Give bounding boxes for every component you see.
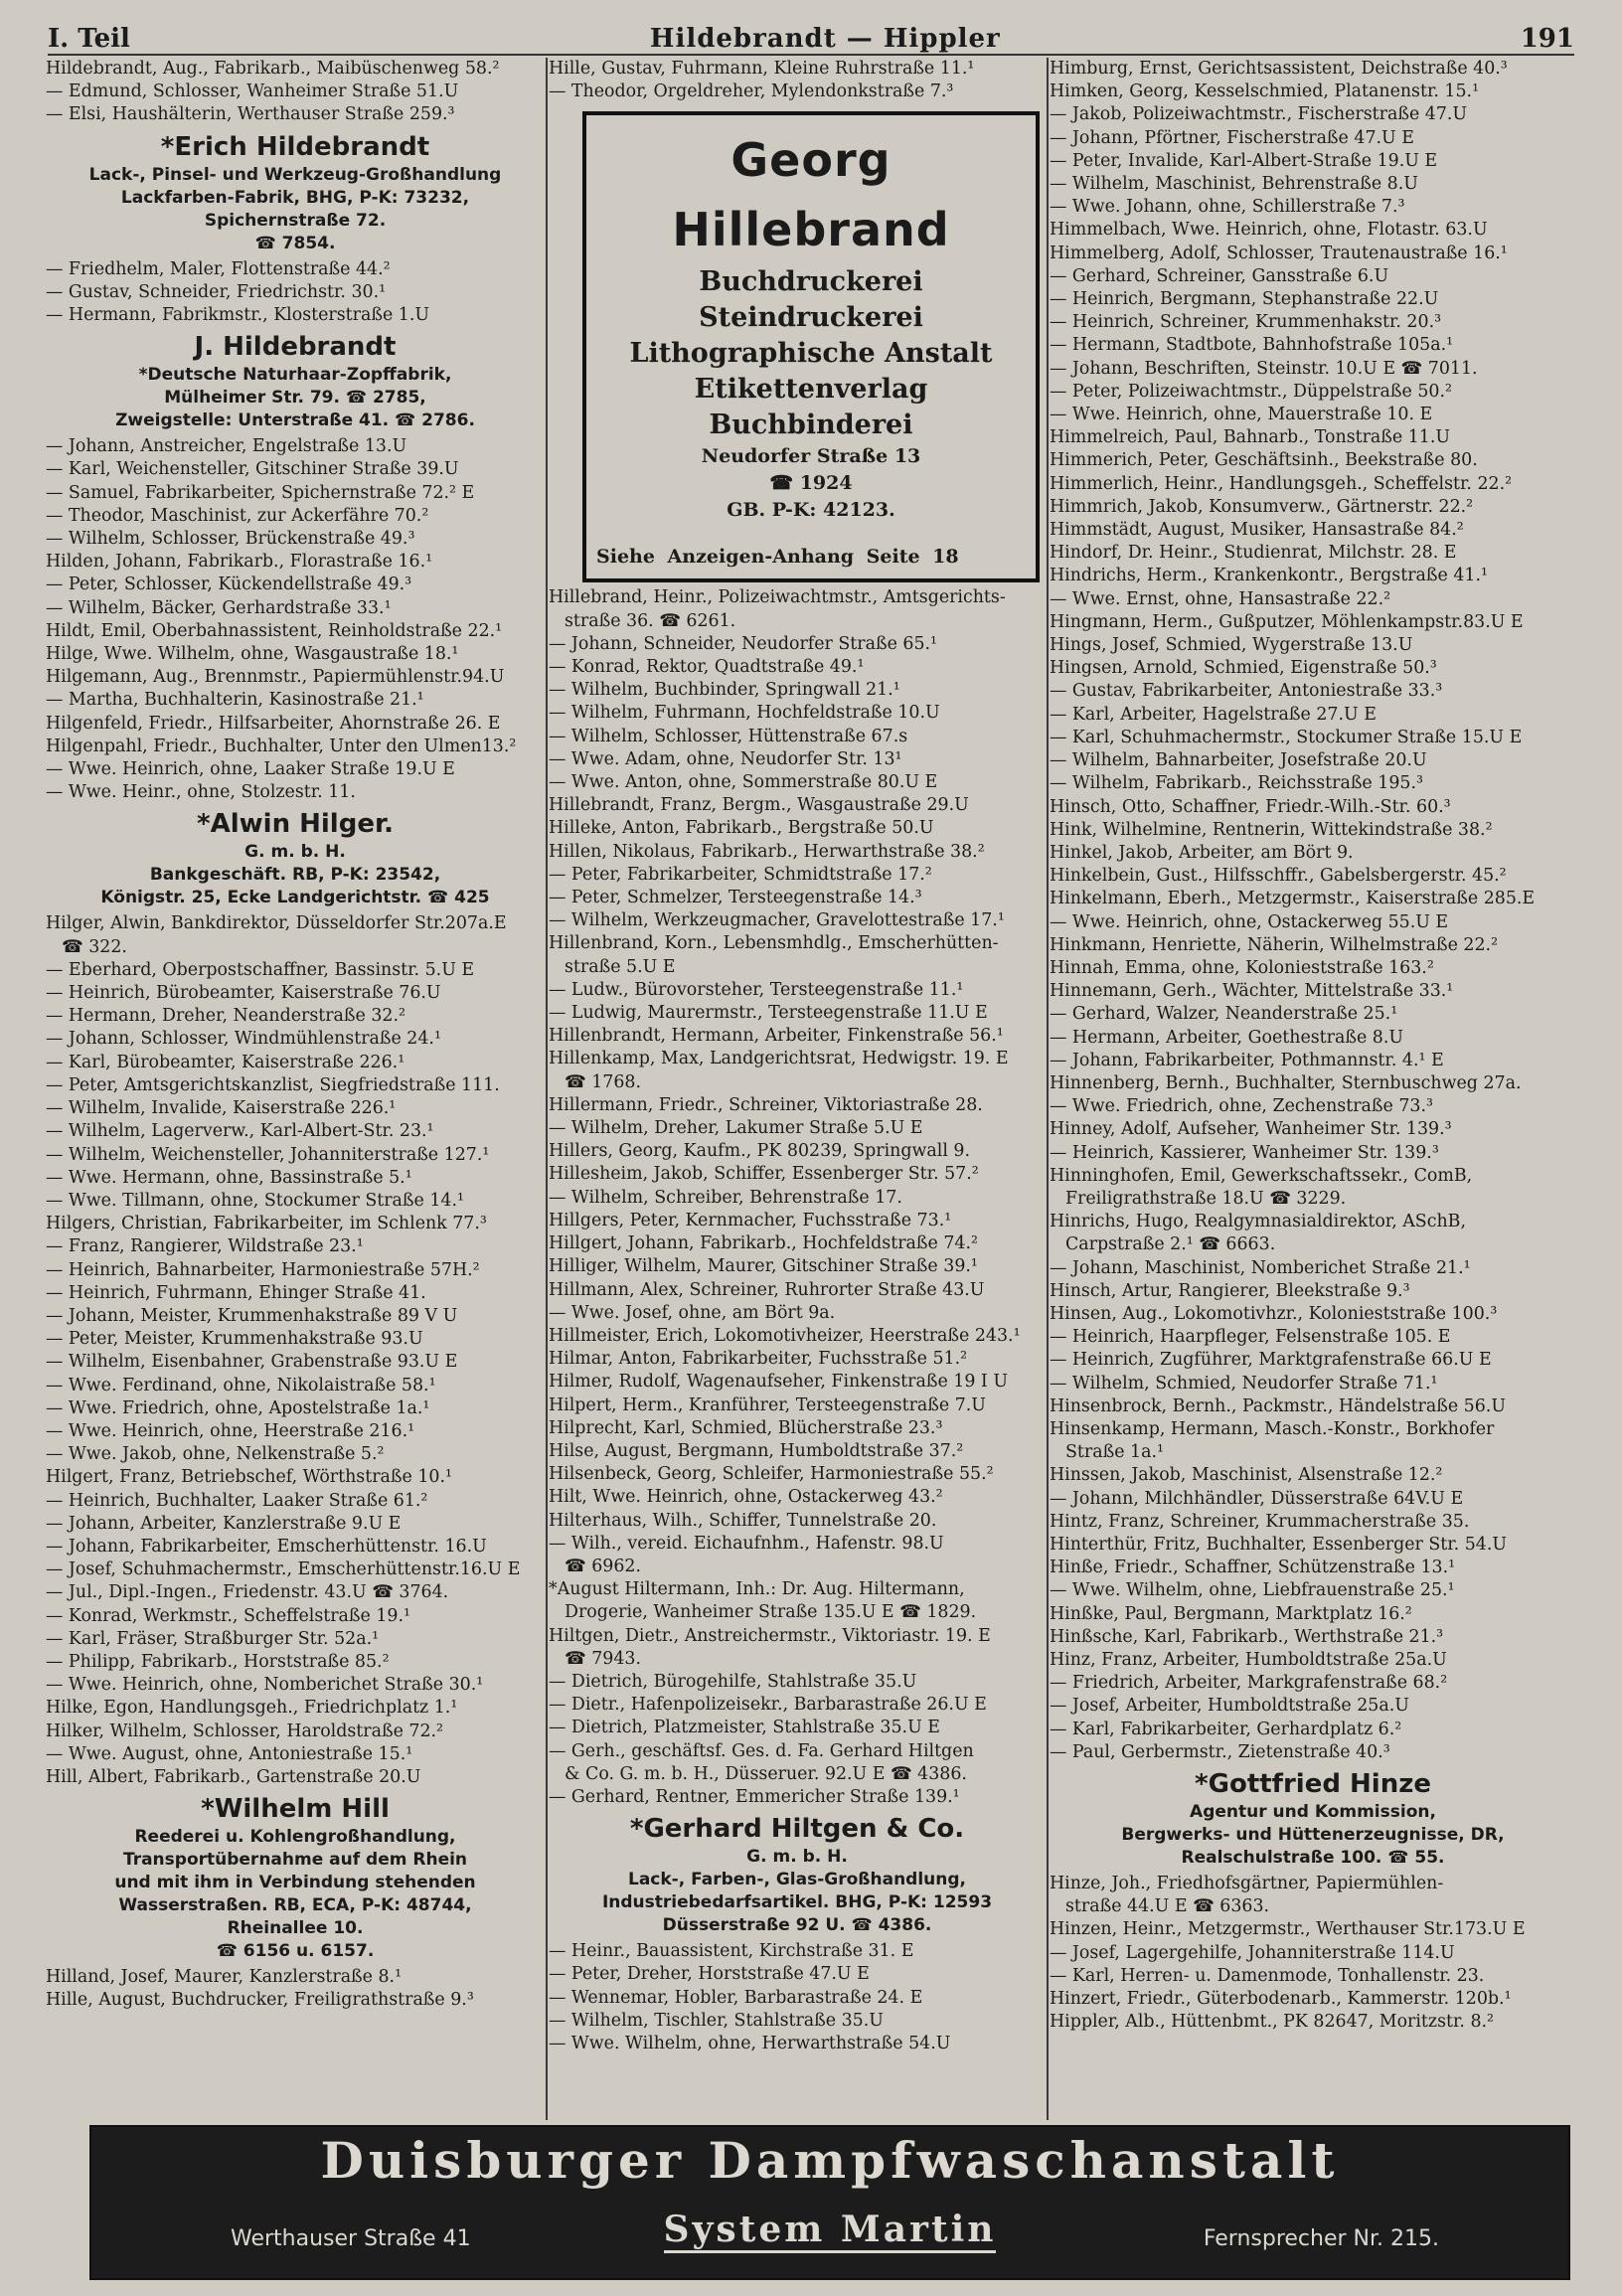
ad-line: Wasserstraßen. RB, ECA, P-K: 48744, [118,1895,472,1916]
directory-entry: Hindrichs, Herm., Krankenkontr., Bergstraße 41.¹ [1050,566,1488,586]
column-divider [546,58,548,2120]
ad-j-hildebrandt [46,330,545,432]
entry-list [549,586,1046,1809]
directory-entry: Hinkel, Jakob, Arbeiter, am Bört 9. [1050,842,1354,863]
directory-entry: — Gustav, Fabrikarbeiter, Antoniestraße 33.³ [1050,681,1443,702]
directory-entry: — Wwe. Adam, ohne, Neudorfer Str. 13¹ [549,748,902,769]
directory-entry: Hilgenpahl, Friedr., Buchhalter, Unter den Ulmen13.² [46,736,517,756]
column-3 [1050,58,1576,2120]
ad-line: Neudorfer Straße 13 [701,445,921,468]
directory-entry: Himmelbach, Wwe. Heinrich, ohne, Flotastr. 63.U [1050,220,1488,241]
directory-entry: Hinsenkamp, Hermann, Masch.-Konstr., Borkhofer [1050,1418,1495,1439]
directory-entry: — Wilhelm, Fabrikarb., Reichsstraße 195.³ [1050,773,1423,794]
ad-line: Etikettenverlag [694,374,928,406]
ad-line: Industriebedarfsartikel. BHG, P-K: 12593 [601,1892,993,1913]
directory-entry: — Theodor, Orgeldreher, Mylendonkstraße 7.³ [549,82,954,102]
ad-line: Steindruckerei [699,302,923,334]
directory-entry: Hilpert, Herm., Kranführer, Tersteegenstraße 7.U [549,1394,986,1415]
directory-entry: Hinnah, Emma, ohne, Kolonieststraße 163.² [1050,957,1434,978]
ad-footer: Siehe Anzeigen-Anhang Seite 18 [596,546,959,569]
directory-entry: Hilsenbeck, Georg, Schleifer, Harmoniestraße 55.² [549,1464,994,1485]
directory-entry: — Gerh., geschäftsf. Ges. d. Fa. Gerhard Hiltgen [549,1740,974,1761]
directory-entry: Hiltgen, Dietr., Anstreichermstr., Viktoriastr. 19. E [549,1625,991,1646]
directory-entry: — Josef, Lagergehilfe, Johanniterstraße 114.U [1050,1942,1455,1963]
directory-entry: — Johann, Fabrikarbeiter, Pothmannstr. 4.¹ E [1050,1050,1444,1070]
directory-entry: Hillenkamp, Max, Landgerichtsrat, Hedwigstr. 19. E [549,1049,1009,1069]
page-header [48,14,1574,56]
directory-entry: — Karl, Weichensteller, Gitschiner Straße 39.U [46,459,459,480]
directory-entry: — Karl, Herren- u. Damenmode, Tonhallenstr. 23. [1050,1965,1485,1986]
directory-entry: Hillesheim, Jakob, Schiffer, Essenberger Str. 57.² [549,1164,979,1185]
directory-entry: — Paul, Gerbermstr., Zietenstraße 40.³ [1050,1741,1390,1762]
directory-entry: — Johann, Meister, Krummenhakstraße 89 V U [46,1305,458,1326]
directory-entry: Hildebrandt, Aug., Fabrikarb., Maibüschenweg 58.² [46,59,500,79]
directory-entry: Himmelberg, Adolf, Schlosser, Trautenaustraße 16.¹ [1050,243,1508,263]
ad-line: Transportübernahme auf dem Rhein [122,1850,468,1871]
banner-subtitle: System Martin [664,2209,997,2253]
directory-entry: Hilt, Wwe. Heinrich, ohne, Ostackerweg 43.² [549,1487,943,1508]
header-section: I. Teil [48,24,130,54]
entry-list [46,435,545,804]
directory-entry: — Johann, Milchhändler, Düsserstraße 64V.U E [1050,1488,1464,1509]
directory-entry: Hinße, Friedr., Schaffner, Schützenstraße 13.¹ [1050,1558,1456,1578]
directory-entry: Hinßsche, Karl, Fabrikarb., Werthstraße 21.³ [1050,1626,1444,1647]
ad-title: *Alwin Hilger. [197,809,394,840]
directory-entry: Hillmann, Alex, Schreiner, Ruhrorter Straße 43.U [549,1279,985,1300]
directory-entry: ☎ 322. [62,936,127,957]
directory-entry: — Theodor, Maschinist, zur Ackerfähre 70.² [46,505,429,526]
directory-entry: Hindorf, Dr. Heinr., Studienrat, Milchstr. 28. E [1050,543,1457,564]
ad-line: Spichernstraße 72. [204,210,387,231]
directory-entry: — Wwe. Tillmann, ohne, Stockumer Straße 14.¹ [46,1190,464,1211]
ad-line: GB. P-K: 42123. [727,499,895,522]
directory-entry: Hinsch, Artur, Rangierer, Bleekstraße 9.³ [1050,1280,1410,1301]
directory-entry: — Wwe. Heinrich, ohne, Nomberichet Straße 30.¹ [46,1675,484,1696]
directory-entry: Straße 1a.¹ [1065,1442,1164,1463]
ad-title: J. Hildebrandt [194,332,397,363]
directory-entry: — Wilhelm, Schreiber, Behrenstraße 17. [549,1187,902,1208]
directory-entry: Hille, Gustav, Fuhrmann, Kleine Ruhrstraße 11.¹ [549,59,975,79]
directory-entry: Hilke, Egon, Handlungsgeh., Friedrichplatz 1.¹ [46,1698,458,1719]
directory-entry: — Hermann, Stadtbote, Bahnhofstraße 105a.¹ [1050,335,1454,356]
directory-entry: — Konrad, Werkmstr., Scheffelstraße 19.¹ [46,1605,410,1626]
directory-entry: — Johann, Arbeiter, Kanzlerstraße 9.U E [46,1513,402,1534]
directory-entry: Hillermann, Friedr., Schreiner, Viktoriastraße 28. [549,1094,983,1115]
directory-entry: Himmelreich, Paul, Bahnarb., Tonstraße 11.U [1050,427,1451,448]
directory-entry: Hillmeister, Erich, Lokomotivheizer, Heerstraße 243.¹ [549,1325,1021,1346]
directory-entry: Hillen, Nikolaus, Fabrikarb., Herwarthstraße 38.² [549,841,985,862]
directory-entry: — Heinrich, Haarpfleger, Felsenstraße 105. E [1050,1327,1451,1348]
ad-line: Buchbinderei [709,410,913,441]
directory-entry: Hinkmann, Henriette, Näherin, Wilhelmstraße 22.² [1050,934,1499,955]
directory-entry: Hilker, Wilhelm, Schlosser, Haroldstraße 72.² [46,1721,444,1741]
directory-entry: straße 44.U E ☎ 6363. [1065,1896,1270,1917]
directory-entry: — Dietrich, Bürogehilfe, Stahlstraße 35.U [549,1671,917,1692]
directory-entry: Hillgers, Peter, Kernmacher, Fuchsstraße 73.¹ [549,1210,952,1230]
ad-erich-hildebrandt [46,130,545,255]
directory-entry: — Ludw., Bürovorsteher, Tersteegenstraße 11.¹ [549,979,964,1000]
directory-entry: — Wilhelm, Werkzeugmacher, Gravelottestraße 17.¹ [549,910,1005,931]
entry-list [1050,1873,1576,2034]
directory-entry: — Peter, Polizeiwachtmstr., Düppelstraße 50.² [1050,381,1452,402]
directory-entry: — Peter, Fabrikarbeiter, Schmidtstraße 17.² [549,864,932,885]
directory-entry: Hillgert, Johann, Fabrikarb., Hochfeldstraße 74.² [549,1233,978,1254]
directory-entry: — Johann, Schneider, Neudorfer Straße 65.¹ [549,633,938,654]
ad-gottfried-hinze [1050,1767,1576,1870]
directory-entry: — Johann, Pförtner, Fischerstraße 47.U E [1050,127,1414,148]
directory-entry: Himmerich, Peter, Geschäftsinh., Beekstraße 80. [1050,450,1478,471]
directory-entry: — Wwe. August, ohne, Antoniestraße 15.¹ [46,1743,413,1764]
directory-entry: Hilse, August, Bergmann, Humboldtstraße 37.² [549,1440,964,1461]
directory-entry: — Eberhard, Oberpostschaffner, Bassinstr. 5.U E [46,959,475,980]
directory-entry: — Franz, Rangierer, Wildstraße 23.¹ [46,1236,364,1257]
directory-entry: Hilgemann, Aug., Brennmstr., Papiermühlenstr.94.U [46,667,505,688]
directory-entry: — Wilhelm, Lagerverw., Karl-Albert-Str. 23.¹ [46,1121,434,1142]
directory-entry: Hinkelmann, Eberh., Metzgermstr., Kaiserstraße 285.E [1050,889,1536,909]
ad-title: *Wilhelm Hill [201,1794,390,1825]
banner-phone: Fernsprecher Nr. 215. [1203,2226,1439,2251]
directory-entry: Hinkelbein, Gust., Hilfsschffr., Gabelsbergerstr. 45.² [1050,866,1507,887]
directory-entry: — Hermann, Arbeiter, Goethestraße 8.U [1050,1027,1404,1048]
directory-entry: — Karl, Bürobeamter, Kaiserstraße 226.¹ [46,1052,406,1072]
directory-entry: — Johann, Fabrikarbeiter, Emscherhüttenstr. 16.U [46,1536,487,1557]
directory-entry: — Konrad, Rektor, Quadtstraße 49.¹ [549,657,865,678]
directory-entry: Hinnemann, Gerh., Wächter, Mittelstraße 33.¹ [1050,981,1454,1002]
directory-entry: — Wilhelm, Buchbinder, Springwall 21.¹ [549,680,900,701]
directory-entry: straße 5.U E [565,956,676,977]
directory-entry: ☎ 6962. [565,1556,641,1576]
directory-entry: — Wwe. Anton, ohne, Sommerstraße 80.U E [549,772,938,793]
ad-line: Königstr. 25, Ecke Landgerichtstr. ☎ 425 [100,888,490,908]
directory-entry: — Heinrich, Bergmann, Stephanstraße 22.U [1050,289,1439,310]
directory-entry: Drogerie, Wanheimer Straße 135.U E ☎ 1829. [565,1602,977,1623]
directory-entry: — Wilhelm, Weichensteller, Johanniterstraße 127.¹ [46,1144,490,1165]
directory-entry: Hillenbrand, Korn., Lebensmhdlg., Emscherhütten- [549,933,999,954]
directory-entry: — Gerhard, Rentner, Emmericher Straße 139.¹ [549,1786,960,1807]
directory-entry: Hings, Josef, Schmied, Wygerstraße 13.U [1050,635,1413,656]
directory-entry: — Heinrich, Schreiner, Krummenhakstr. 20.³ [1050,312,1442,333]
directory-entry: — Johann, Maschinist, Nomberichet Straße 21.¹ [1050,1257,1471,1278]
directory-entry: Hinnenberg, Bernh., Buchhalter, Sternbuschweg 27a. [1050,1072,1522,1093]
directory-entry: Hille, August, Buchdrucker, Freiligrathstraße 9.³ [46,1990,474,2011]
entry-list [46,912,545,1789]
ad-wilhelm-hill [46,1792,545,1963]
banner-address: Werthauser Straße 41 [231,2226,471,2251]
ad-line: Agentur und Kommission, [1190,1802,1436,1823]
directory-entry: Freiligrathstraße 18.U ☎ 3229. [1065,1188,1347,1209]
directory-entry: — Johann, Beschriften, Steinstr. 10.U E ☎ 7011. [1050,358,1478,379]
directory-entry: — Wwe. Ferdinand, ohne, Nikolaistraße 58.¹ [46,1375,436,1395]
directory-entry: *August Hiltermann, Inh.: Dr. Aug. Hiltermann, [549,1579,965,1600]
directory-entry: — Wwe. Josef, ohne, am Bört 9a. [549,1302,836,1323]
ad-title: *Gottfried Hinze [1195,1769,1431,1800]
ad-line: G. m. b. H. [746,1847,848,1868]
directory-entry: — Peter, Schmelzer, Tersteegenstraße 14.³ [549,888,922,908]
directory-entry: — Josef, Arbeiter, Humboldtstraße 25a.U [1050,1696,1409,1717]
directory-entry: Hillenbrandt, Hermann, Arbeiter, Finkenstraße 56.¹ [549,1026,1004,1047]
ad-line: Buchdruckerei [699,266,923,298]
directory-entry: ☎ 1768. [565,1071,641,1092]
directory-entry: — Wwe. Wilhelm, ohne, Liebfrauenstraße 25.¹ [1050,1580,1455,1601]
ad-line: ☎ 6156 u. 6157. [216,1941,375,1962]
ad-line: Lackfarben-Fabrik, BHG, P-K: 73232, [120,187,470,208]
directory-entry: — Wilhelm, Bäcker, Gerhardstraße 33.¹ [46,597,392,618]
column-divider [1047,58,1049,2120]
directory-entry: Hilland, Josef, Maurer, Kanzlerstraße 8.¹ [46,1967,403,1988]
directory-entry: — Wilhelm, Maschinist, Behrenstraße 8.U [1050,174,1418,195]
directory-entry: — Wilhelm, Eisenbahner, Grabenstraße 93.U E [46,1352,458,1373]
column-2 [549,58,1046,2120]
directory-entry: — Martha, Buchhalterin, Kasinostraße 21.¹ [46,690,424,711]
ad-gerhard-hiltgen [549,1812,1046,1937]
directory-entry: Hinzen, Heinr., Metzgermstr., Werthauser Str.173.U E [1050,1919,1526,1940]
ad-line: Zweigstelle: Unterstraße 41. ☎ 2786. [115,410,475,431]
directory-entry: Hilmer, Rudolf, Wagenaufseher, Finkenstraße 19 I U [549,1372,1008,1393]
directory-entry: Himmrich, Jakob, Konsumverw., Gärtnerstr. 22.² [1050,496,1474,517]
directory-entry: — Karl, Fabrikarbeiter, Gerhardplatz 6.² [1050,1719,1402,1739]
ad-line: Lack-, Farben-, Glas-Großhandlung, [628,1870,966,1890]
ad-line: und mit ihm in Verbindung stehenden [114,1873,476,1893]
ad-georg-hillebrand [582,111,1040,582]
directory-entry: Hillebrandt, Franz, Bergm., Wasgaustraße 29.U [549,795,969,816]
directory-entry: — Gustav, Schneider, Friedrichstr. 30.¹ [46,281,387,302]
directory-entry: Hilprecht, Karl, Schmied, Blücherstraße 23.³ [549,1417,943,1438]
directory-entry: — Wwe. Heinr., ohne, Stolzestr. 11. [46,782,356,803]
ad-line: G. m. b. H. [244,842,346,863]
directory-entry: Hilge, Wwe. Wilhelm, ohne, Wasgaustraße 18.¹ [46,644,459,665]
directory-entry: — Karl, Arbeiter, Hagelstraße 27.U E [1050,704,1377,725]
entry-list [549,1940,1046,2055]
directory-entry: — Wwe. Heinrich, ohne, Ostackerweg 55.U E [1050,911,1449,932]
entry-list [1050,58,1576,1764]
directory-entry: straße 36. ☎ 6261. [565,610,736,631]
directory-entry: — Peter, Invalide, Karl-Albert-Straße 19.U E [1050,150,1438,171]
ad-line: Düsserstraße 92 U. ☎ 4386. [662,1915,932,1936]
directory-entry: Hinssen, Jakob, Maschinist, Alsenstraße 12.² [1050,1465,1443,1486]
directory-entry: — Wilhelm, Tischler, Stahlstraße 35.U [549,2010,884,2031]
directory-entry: Hinßke, Paul, Bergmann, Marktplatz 16.² [1050,1603,1412,1624]
directory-entry: — Friedhelm, Maler, Flottenstraße 44.² [46,258,391,279]
directory-entry: — Wwe. Hermann, ohne, Bassinstraße 5.¹ [46,1167,412,1188]
directory-entry: Hinzert, Friedr., Güterbodenarb., Kammerstr. 120b.¹ [1050,1989,1512,2010]
column-1 [46,58,545,2120]
directory-entry: Himmerlich, Heinr., Handlungsgeh., Scheffelstr. 22.² [1050,473,1513,494]
directory-entry: — Wilhelm, Schlosser, Hüttenstraße 67.s [549,726,908,746]
directory-entry: Hinninghofen, Emil, Gewerkschaftssekr., ComB, [1050,1165,1473,1186]
bottom-advertisement [89,2125,1570,2280]
directory-entry: — Wilhelm, Schlosser, Brückenstraße 49.³ [46,529,415,550]
directory-entry: — Dietrich, Platzmeister, Stahlstraße 35.U E [549,1718,940,1738]
ad-line: Lack-, Pinsel- und Werkzeug-Großhandlung [88,164,502,185]
directory-entry: Hinsch, Otto, Schaffner, Friedr.-Wilh.-Str. 60.³ [1050,796,1451,817]
directory-entry: — Heinrich, Bürobeamter, Kaiserstraße 76.U [46,983,441,1004]
directory-entry: Hilgers, Christian, Fabrikarbeiter, im Schlenk 77.³ [46,1214,487,1234]
directory-entry: — Dietr., Hafenpolizeisekr., Barbarastraße 26.U E [549,1695,987,1716]
directory-entry: — Wwe. Heinrich, ohne, Mauerstraße 10. E [1050,405,1433,425]
directory-entry: — Hermann, Fabrikmstr., Klosterstraße 1.U [46,305,430,326]
directory-entry: — Heinrich, Zugführer, Marktgrafenstraße 66.U E [1050,1350,1492,1371]
directory-entry: — Friedrich, Arbeiter, Markgrafenstraße 68.² [1050,1673,1448,1694]
directory-entry: — Karl, Schuhmachermstr., Stockumer Straße 15.U E [1050,727,1523,747]
directory-entry: — Wennemar, Hobler, Barbarastraße 24. E [549,1987,923,2008]
directory-entry: Hilliger, Wilhelm, Maurer, Gitschiner Straße 39.¹ [549,1256,978,1277]
ad-alwin-hilger [46,807,545,909]
directory-entry: Hillebrand, Heinr., Polizeiwachtmstr., Amtsgerichts- [549,587,1006,608]
directory-entry: — Wilhelm, Dreher, Lakumer Straße 5.U E [549,1118,923,1139]
directory-entry: — Heinrich, Bahnarbeiter, Harmoniestraße 57H.² [46,1259,480,1280]
directory-entry: Hildt, Emil, Oberbahnassistent, Reinholdstraße 22.¹ [46,620,503,641]
directory-entry: — Edmund, Schlosser, Wanheimer Straße 51.U [46,82,459,102]
ad-title: *Erich Hildebrandt [160,131,430,162]
directory-entry: — Wilh., vereid. Eichaufnhm., Hafenstr. 98.U [549,1533,944,1554]
ad-title: *Gerhard Hiltgen & Co. [629,1814,965,1845]
directory-entry: — Heinrich, Buchhalter, Laaker Straße 61.² [46,1490,428,1511]
directory-entry: — Wilhelm, Invalide, Kaiserstraße 226.¹ [46,1098,397,1119]
directory-entry: Himken, Georg, Kesselschmied, Platanenstr. 15.¹ [1050,82,1480,102]
header-range: Hildebrandt — Hippler [649,24,1001,54]
entry-list [549,58,1046,103]
directory-entry: — Wwe. Heinrich, ohne, Laaker Straße 19.U E [46,759,455,780]
directory-entry: — Peter, Schlosser, Kückendellstraße 49.³ [46,574,412,595]
directory-entry: Hillers, Georg, Kaufm., PK 80239, Springwall 9. [549,1141,971,1162]
ad-title: Georg Hillebrand [672,133,950,257]
directory-entry: — Wwe. Friedrich, ohne, Zechenstraße 73.³ [1050,1096,1433,1117]
directory-entry: Himmstädt, August, Musiker, Hansastraße 84.² [1050,520,1464,541]
directory-entry: Hippler, Alb., Hüttenbmt., PK 82647, Moritzstr. 8.² [1050,2012,1495,2033]
ad-line: *Deutsche Naturhaar-Zopffabrik, [138,365,452,386]
directory-entry: Carpstraße 2.¹ ☎ 6663. [1065,1234,1276,1255]
directory-entry: Hilmar, Anton, Fabrikarbeiter, Fuchsstraße 51.² [549,1349,968,1370]
directory-entry: — Wwe. Wilhelm, ohne, Herwarthstraße 54.U [549,2033,951,2053]
ad-line: Bankgeschäft. RB, P-K: 23542, [149,865,441,886]
directory-entry: — Peter, Amtsgerichtskanzlist, Siegfriedstraße 111. [46,1074,500,1095]
directory-entry: — Wwe. Jakob, ohne, Nelkenstraße 5.² [46,1444,385,1465]
ad-line: Reederei u. Kohlengroßhandlung, [134,1827,456,1848]
ad-line: Bergwerks- und Hüttenerzeugnisse, DR, [1121,1825,1505,1846]
directory-entry: Hinterthür, Fritz, Buchhalter, Essenberger Str. 54.U [1050,1535,1508,1555]
directory-entry: — Heinr., Bauassistent, Kirchstraße 31. E [549,1941,914,1962]
directory-entry: Hilleke, Anton, Fabrikarb., Bergstraße 50.U [549,818,934,839]
directory-entry: — Jakob, Polizeiwachtmstr., Fischerstraße 47.U [1050,104,1468,125]
directory-entry: — Wwe. Ernst, ohne, Hansastraße 22.² [1050,588,1391,609]
directory-entry: — Wwe. Johann, ohne, Schillerstraße 7.³ [1050,197,1405,218]
directory-entry: Hinz, Franz, Arbeiter, Humboldtstraße 25a.U [1050,1650,1447,1671]
directory-entry: Hilgenfeld, Friedr., Hilfsarbeiter, Ahornstraße 26. E [46,713,501,734]
ad-line: Lithographische Anstalt [629,338,993,370]
directory-entry: Hink, Wilhelmine, Rentnerin, Wittekindstraße 38.² [1050,819,1493,840]
directory-entry: — Heinrich, Fuhrmann, Ehinger Straße 41. [46,1282,426,1303]
directory-entry: Hinney, Adolf, Aufseher, Wanheimer Str. 139.³ [1050,1119,1452,1140]
directory-entry: — Elsi, Haushälterin, Werthauser Straße 259.³ [46,104,455,125]
directory-entry: — Wilhelm, Schmied, Neudorfer Straße 71.¹ [1050,1373,1438,1394]
directory-entry: — Johann, Anstreicher, Engelstraße 13.U [46,436,407,457]
directory-entry: Hill, Albert, Fabrikarb., Gartenstraße 20.U [46,1766,421,1787]
ad-line: ☎ 1924 [769,472,853,495]
directory-entry: Hingsen, Arnold, Schmied, Eigenstraße 50.³ [1050,658,1437,679]
directory-entry: Hinze, Joh., Friedhofsgärtner, Papiermühlen- [1050,1874,1444,1894]
banner-title: Duisburger Dampfwaschanstalt [320,2131,1340,2190]
directory-entry: Hingmann, Herm., Gußputzer, Möhlenkampstr.83.U E [1050,611,1524,632]
directory-entry: — Ludwig, Maurermstr., Tersteegenstraße 11.U E [549,1003,988,1024]
directory-entry: & Co. G. m. b. H., Düsseruer. 92.U E ☎ 4386. [565,1763,967,1784]
directory-entry: — Heinrich, Kassierer, Wanheimer Str. 139.³ [1050,1142,1439,1163]
directory-entry: ☎ 7943. [565,1648,641,1669]
directory-entry: — Wwe. Heinrich, ohne, Heerstraße 216.¹ [46,1420,415,1441]
entry-list [46,258,545,328]
directory-entry: Hilden, Johann, Fabrikarb., Florastraße 16.¹ [46,552,433,573]
directory-entry: Hintz, Franz, Schreiner, Krummacherstraße 35. [1050,1511,1470,1532]
directory-entry: — Jul., Dipl.-Ingen., Friedenstr. 43.U ☎ 3764. [46,1582,449,1603]
directory-entry: — Peter, Meister, Krummenhakstraße 93.U [46,1329,423,1350]
page-number: 191 [1520,24,1574,54]
directory-entry: — Gerhard, Walzer, Neanderstraße 25.¹ [1050,1004,1398,1025]
ad-line: Rheinallee 10. [227,1918,364,1939]
directory-entry: — Wilhelm, Bahnarbeiter, Josefstraße 20.U [1050,750,1427,771]
directory-entry: — Gerhard, Schreiner, Gansstraße 6.U [1050,265,1389,286]
directory-entry: — Karl, Fräser, Straßburger Str. 52a.¹ [46,1628,380,1649]
ad-line: Mülheimer Str. 79. ☎ 2785, [164,388,426,409]
directory-entry: — Samuel, Fabrikarbeiter, Spichernstraße 72.² E [46,482,475,503]
directory-entry: — Wwe. Friedrich, ohne, Apostelstraße 1a.¹ [46,1397,430,1418]
directory-entry: Hilger, Alwin, Bankdirektor, Düsseldorfer Str.207a.E [46,913,507,934]
entry-list [46,1966,545,2012]
directory-entry: — Philipp, Fabrikarb., Horststraße 85.² [46,1651,390,1672]
directory-entry: Hinrichs, Hugo, Realgymnasialdirektor, ASchB, [1050,1212,1466,1232]
directory-entry: Hinsenbrock, Bernh., Packmstr., Händelstraße 56.U [1050,1395,1506,1416]
directory-entry: — Wilhelm, Fuhrmann, Hochfeldstraße 10.U [549,703,940,724]
directory-entry: Himburg, Ernst, Gerichtsassistent, Deichstraße 40.³ [1050,59,1508,79]
entry-list [46,58,545,127]
ad-line: Realschulstraße 100. ☎ 55. [1181,1848,1445,1869]
directory-entry: Hilgert, Franz, Betriebschef, Wörthstraße 10.¹ [46,1467,452,1488]
directory-entry: Hilterhaus, Wilh., Schiffer, Tunnelstraße 20. [549,1510,937,1531]
ad-line: ☎ 7854. [254,233,336,253]
directory-entry: Hinsen, Aug., Lokomotivhzr., Kolonieststraße 100.³ [1050,1303,1498,1324]
directory-entry: — Peter, Dreher, Horststraße 47.U E [549,1964,870,1985]
directory-entry: — Hermann, Dreher, Neanderstraße 32.² [46,1006,406,1027]
directory-entry: — Johann, Schlosser, Windmühlenstraße 24.¹ [46,1029,441,1050]
directory-entry: — Josef, Schuhmachermstr., Emscherhüttenstr.16.U E [46,1559,521,1580]
